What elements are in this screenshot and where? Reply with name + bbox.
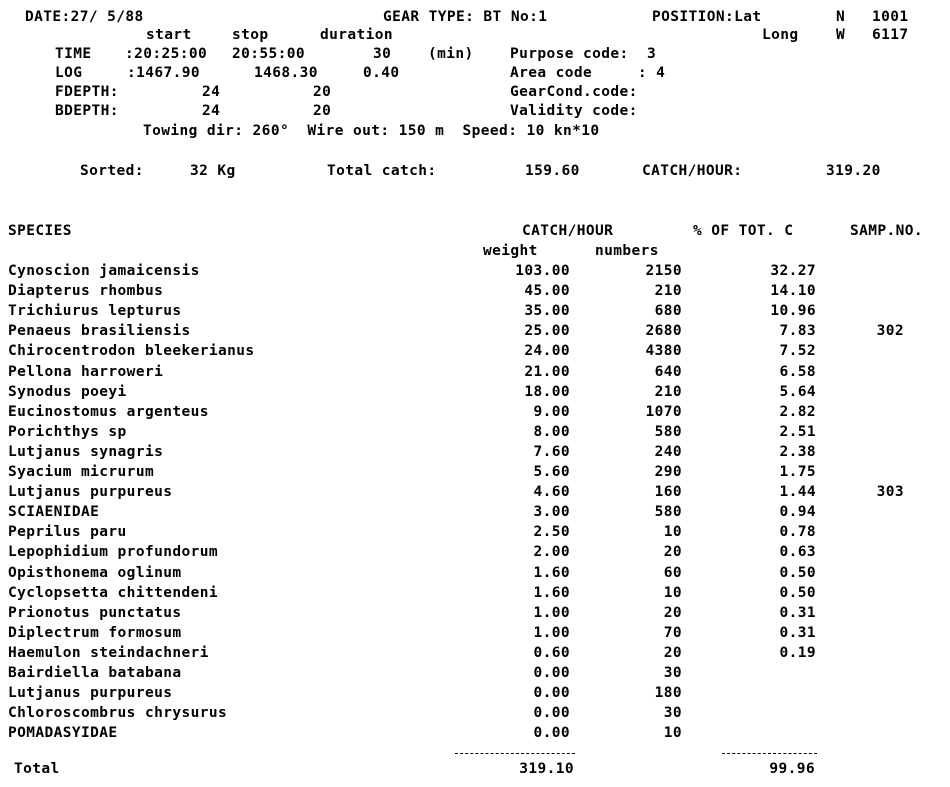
- species-weight: 103.00: [515, 263, 570, 279]
- sorted-label: Sorted:: [80, 163, 144, 179]
- total-catch-value: 159.60: [525, 163, 580, 179]
- species-name: Trichiurus lepturus: [8, 303, 182, 319]
- species-pct: 0.50: [779, 585, 816, 601]
- species-numbers: 160: [654, 484, 682, 500]
- species-numbers: 10: [663, 585, 682, 601]
- species-pct: 32.27: [770, 263, 816, 279]
- species-name: Pellona harroweri: [8, 364, 164, 380]
- position-label: POSITION:Lat: [652, 9, 762, 25]
- species-numbers: 1070: [645, 404, 682, 420]
- species-name: Peprilus paru: [8, 524, 127, 540]
- fdepth-stop: 20: [313, 84, 332, 100]
- species-numbers: 10: [663, 524, 682, 540]
- long-label: Long: [762, 27, 799, 43]
- catch-hour-label: CATCH/HOUR:: [642, 163, 743, 179]
- area-code: Area code : 4: [510, 65, 666, 81]
- species-pct: 0.50: [779, 565, 816, 581]
- species-name: Lepophidium profundorum: [8, 544, 218, 560]
- species-weight: 24.00: [524, 343, 570, 359]
- lat-hemisphere: N: [836, 9, 846, 25]
- species-name: Porichthys sp: [8, 424, 127, 440]
- species-numbers: 70: [663, 625, 682, 641]
- total-catch-label: Total catch:: [327, 163, 437, 179]
- species-numbers: 290: [654, 464, 682, 480]
- col-start-label: start: [146, 27, 192, 43]
- species-weight: 21.00: [524, 364, 570, 380]
- species-numbers: 210: [654, 384, 682, 400]
- long-hemisphere: W: [836, 27, 846, 43]
- gear-type: GEAR TYPE: BT No:1: [383, 9, 548, 25]
- log-stop: 1468.30: [254, 65, 318, 81]
- col-samp-no: SAMP.NO.: [850, 223, 924, 239]
- species-numbers: 4380: [645, 343, 682, 359]
- species-weight: 18.00: [524, 384, 570, 400]
- species-weight: 7.60: [533, 444, 570, 460]
- species-name: Diapterus rhombus: [8, 283, 164, 299]
- date: DATE:27/ 5/88: [25, 9, 144, 25]
- species-weight: 35.00: [524, 303, 570, 319]
- species-name: Cynoscion jamaicensis: [8, 263, 200, 279]
- species-name: Lutjanus purpureus: [8, 685, 173, 701]
- species-name: POMADASYIDAE: [8, 725, 118, 741]
- species-samp-no: 302: [876, 323, 904, 339]
- species-samp-no: 303: [876, 484, 904, 500]
- species-weight: 1.60: [533, 565, 570, 581]
- col-catch-hour: CATCH/HOUR: [522, 223, 614, 239]
- bdepth-label: BDEPTH:: [55, 103, 119, 119]
- species-pct: 5.64: [779, 384, 816, 400]
- total-pct: 99.96: [769, 761, 815, 777]
- species-weight: 0.60: [533, 645, 570, 661]
- species-name: Lutjanus purpureus: [8, 484, 173, 500]
- species-name: Synodus poeyi: [8, 384, 127, 400]
- fdepth-start: 24: [202, 84, 221, 100]
- species-name: Cyclopsetta chittendeni: [8, 585, 218, 601]
- species-pct: 0.31: [779, 625, 816, 641]
- species-weight: 0.00: [533, 665, 570, 681]
- species-pct: 0.19: [779, 645, 816, 661]
- species-pct: 7.52: [779, 343, 816, 359]
- species-weight: 2.50: [533, 524, 570, 540]
- species-weight: 0.00: [533, 705, 570, 721]
- time-start: :20:25:00: [125, 46, 208, 62]
- species-pct: 6.58: [779, 364, 816, 380]
- species-weight: 3.00: [533, 504, 570, 520]
- species-name: Bairdiella batabana: [8, 665, 182, 681]
- col-duration-label: duration: [320, 27, 394, 43]
- species-numbers: 30: [663, 665, 682, 681]
- sub-weight: weight: [483, 243, 538, 259]
- species-numbers: 20: [663, 605, 682, 621]
- bdepth-stop: 20: [313, 103, 332, 119]
- species-numbers: 2680: [645, 323, 682, 339]
- species-pct: 0.94: [779, 504, 816, 520]
- species-weight: 25.00: [524, 323, 570, 339]
- species-name: Haemulon steindachneri: [8, 645, 209, 661]
- species-weight: 2.00: [533, 544, 570, 560]
- purpose-code: Purpose code: 3: [510, 46, 657, 62]
- species-pct: 2.82: [779, 404, 816, 420]
- species-name: Opisthonema oglinum: [8, 565, 182, 581]
- time-label: TIME: [55, 46, 92, 62]
- species-numbers: 240: [654, 444, 682, 460]
- time-duration: 30: [373, 46, 392, 62]
- fdepth-label: FDEPTH:: [55, 84, 119, 100]
- catch-hour-value: 319.20: [826, 163, 881, 179]
- species-pct: 2.51: [779, 424, 816, 440]
- species-name: Penaeus brasiliensis: [8, 323, 191, 339]
- species-weight: 1.00: [533, 625, 570, 641]
- species-numbers: 10: [663, 725, 682, 741]
- species-weight: 45.00: [524, 283, 570, 299]
- validity-code: Validity code:: [510, 103, 638, 119]
- species-numbers: 20: [663, 544, 682, 560]
- time-unit: (min): [428, 46, 474, 62]
- species-name: Diplectrum formosum: [8, 625, 182, 641]
- species-numbers: 210: [654, 283, 682, 299]
- species-numbers: 2150: [645, 263, 682, 279]
- species-numbers: 580: [654, 424, 682, 440]
- gear-cond-code: GearCond.code:: [510, 84, 638, 100]
- species-name: Lutjanus synagris: [8, 444, 164, 460]
- species-pct: 0.63: [779, 544, 816, 560]
- log-label: LOG: [55, 65, 83, 81]
- pct-total-rule: [722, 753, 817, 754]
- species-pct: 2.38: [779, 444, 816, 460]
- species-weight: 5.60: [533, 464, 570, 480]
- sub-numbers: numbers: [595, 243, 659, 259]
- species-numbers: 60: [663, 565, 682, 581]
- species-numbers: 580: [654, 504, 682, 520]
- species-name: Prionotus punctatus: [8, 605, 182, 621]
- species-pct: 7.83: [779, 323, 816, 339]
- bdepth-start: 24: [202, 103, 221, 119]
- col-species: SPECIES: [8, 223, 72, 239]
- species-name: Chirocentrodon bleekerianus: [8, 343, 255, 359]
- time-stop: 20:55:00: [232, 46, 306, 62]
- species-name: SCIAENIDAE: [8, 504, 100, 520]
- species-weight: 4.60: [533, 484, 570, 500]
- species-weight: 0.00: [533, 725, 570, 741]
- col-pct-of-total: % OF TOT. C: [693, 223, 794, 239]
- species-pct: 14.10: [770, 283, 816, 299]
- col-stop-label: stop: [232, 27, 269, 43]
- species-weight: 1.00: [533, 605, 570, 621]
- sorted-value: 32 Kg: [190, 163, 236, 179]
- species-name: Chloroscombrus chrysurus: [8, 705, 228, 721]
- species-pct: 1.75: [779, 464, 816, 480]
- towing-info: Towing dir: 260° Wire out: 150 m Speed: 10 kn*10: [143, 123, 600, 139]
- species-numbers: 20: [663, 645, 682, 661]
- species-pct: 10.96: [770, 303, 816, 319]
- species-weight: 0.00: [533, 685, 570, 701]
- species-weight: 8.00: [533, 424, 570, 440]
- species-numbers: 680: [654, 303, 682, 319]
- species-pct: 0.78: [779, 524, 816, 540]
- species-weight: 9.00: [533, 404, 570, 420]
- lat-value: 1001: [872, 9, 909, 25]
- total-label: Total: [14, 761, 60, 777]
- species-numbers: 180: [654, 685, 682, 701]
- species-pct: 1.44: [779, 484, 816, 500]
- log-duration: 0.40: [363, 65, 400, 81]
- weight-total-rule: [455, 753, 575, 754]
- species-weight: 1.60: [533, 585, 570, 601]
- species-pct: 0.31: [779, 605, 816, 621]
- species-name: Eucinostomus argenteus: [8, 404, 209, 420]
- long-value: 6117: [872, 27, 909, 43]
- species-name: Syacium micrurum: [8, 464, 155, 480]
- total-weight: 319.10: [519, 761, 574, 777]
- species-numbers: 30: [663, 705, 682, 721]
- log-start: :1467.90: [127, 65, 201, 81]
- species-numbers: 640: [654, 364, 682, 380]
